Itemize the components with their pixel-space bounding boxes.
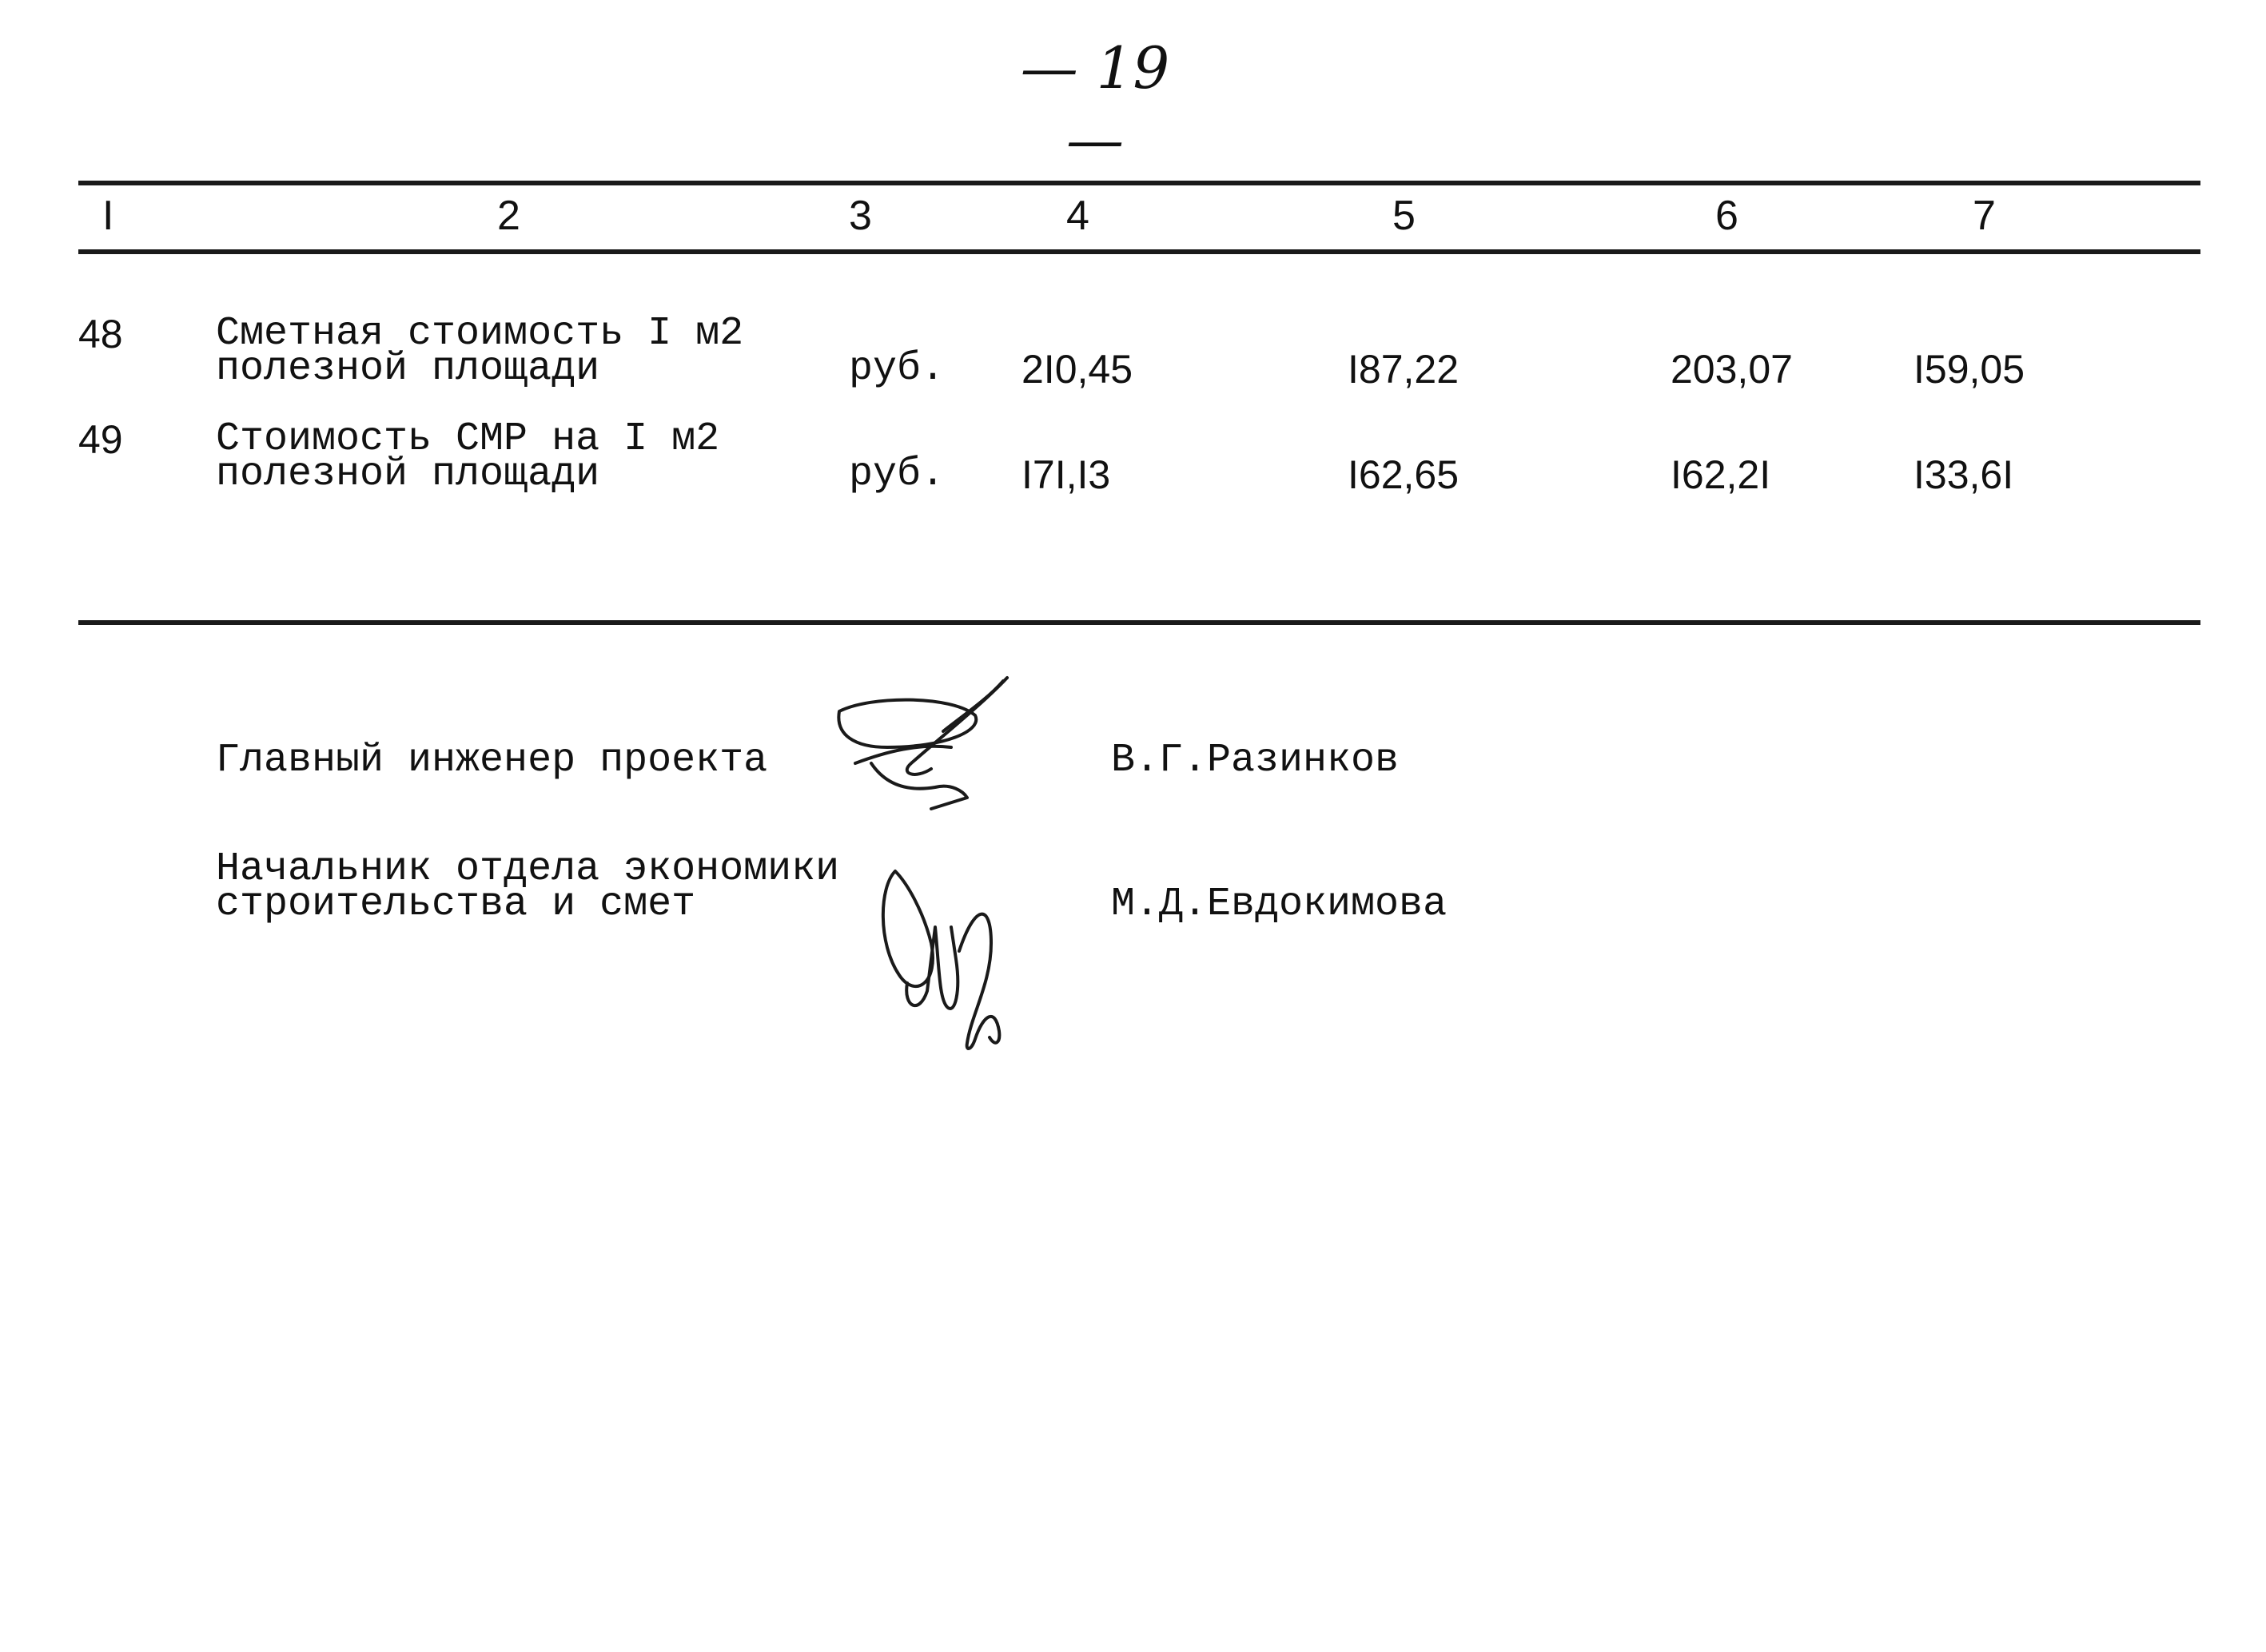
column-header-1: I [102,193,114,239]
row-description-line2: полезной площади [216,346,600,392]
column-header-2: 2 [497,193,520,239]
signatory-title-line1: Начальник отдела экономики [216,846,840,892]
column-header-5: 5 [1392,193,1416,239]
signatory-name: М.Д.Евдокимова [1111,882,1448,927]
row-value-col4: I7I,I3 [1021,452,1111,497]
row-description-line2: полезной площади [216,452,600,497]
row-description-line1: Сметная стоимость I м2 [216,311,744,356]
row-value-col5: I62,65 [1348,452,1460,497]
table-bottom-rule [78,620,2200,625]
table-top-rule [78,181,2200,185]
row-value-col5: I87,22 [1348,347,1460,392]
signatory-title-line2: строительства и смет [216,882,696,927]
column-header-4: 4 [1066,193,1089,239]
row-number: 49 [78,417,123,462]
table-header-rule [78,249,2200,254]
signature-mark [871,855,1031,1055]
row-value-col7: I33,6I [1914,452,2014,497]
column-header-3: 3 [849,193,872,239]
signature-mark [823,671,1031,815]
column-header-7: 7 [1973,193,1996,239]
row-unit: руб. [849,452,946,497]
row-unit: руб. [849,346,946,392]
page-number: — 19 — [1020,34,1170,173]
signatory-name: В.Г.Разинков [1111,738,1400,783]
row-value-col4: 2I0,45 [1021,347,1133,392]
signatory-title-line1: Главный инженер проекта [216,738,768,783]
row-number: 48 [78,312,123,356]
row-value-col6: I62,2I [1671,452,1771,497]
row-description-line1: Стоимость СМР на I м2 [216,416,720,462]
row-value-col6: 203,07 [1671,347,1793,392]
row-value-col7: I59,05 [1914,347,2025,392]
column-header-6: 6 [1715,193,1738,239]
